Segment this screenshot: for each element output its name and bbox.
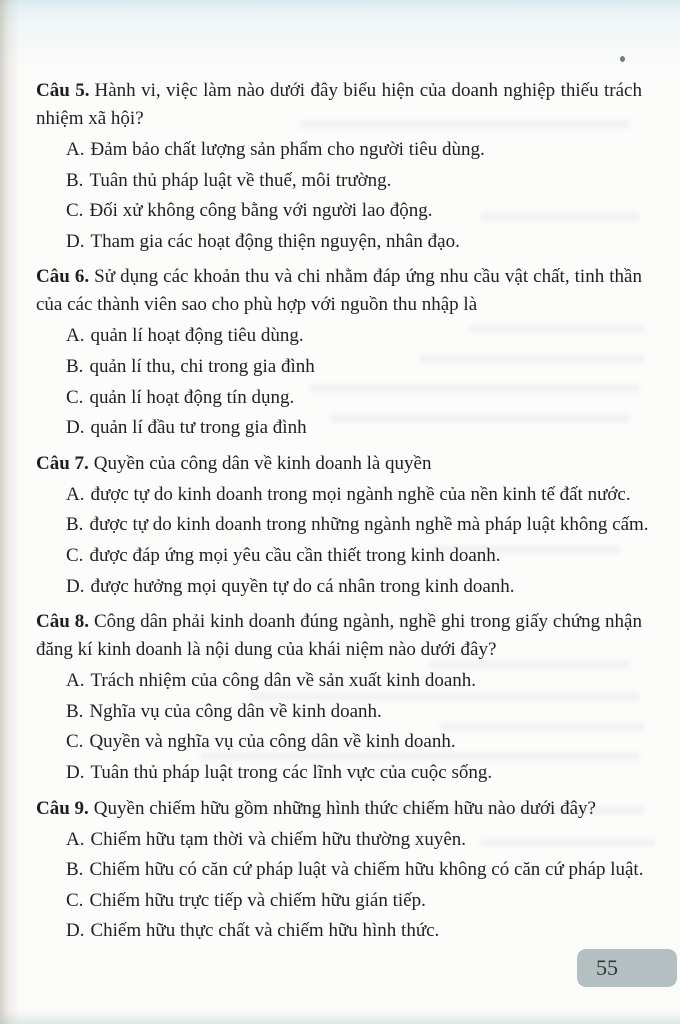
question-list [36, 77, 649, 953]
option-text: Đối xử không công bằng với người lao động. [89, 200, 433, 222]
option-text: được tự do kinh doanh trong những ngành nghề mà pháp luật không cấm. [89, 514, 649, 536]
scan-tint-bottom [0, 1010, 680, 1024]
question-stem [36, 263, 642, 319]
option-label: D. [66, 575, 85, 597]
option-label: B. [66, 514, 84, 536]
option-text: quản lí thu, chi trong gia đình [89, 355, 315, 377]
option-text: Tham gia các hoạt động thiện nguyện, nhân đạo. [90, 230, 460, 252]
option-text: Trách nhiệm của công dân về sản xuất kinh doanh. [90, 670, 477, 692]
option-text: Chiếm hữu trực tiếp và chiếm hữu gián tiếp. [89, 889, 426, 911]
answer-option [36, 414, 642, 443]
option-label: C. [66, 731, 84, 753]
question-block [36, 795, 642, 946]
question-label: Câu 9. [36, 797, 89, 819]
answer-option [36, 481, 642, 510]
option-label: C. [66, 200, 84, 222]
option-label: D. [66, 761, 85, 783]
page-number: 55 [596, 955, 618, 980]
option-label: A. [66, 325, 85, 347]
question-stem [36, 608, 642, 664]
question-text: Công dân phải kinh doanh đúng ngành, nghề ghi trong giấy chứng nhận đăng kí kinh doanh là nội dung của khái niệm nào dưới đây? [36, 611, 642, 661]
option-label: B. [66, 169, 84, 191]
option-label: B. [66, 859, 84, 881]
option-text: Chiếm hữu tạm thời và chiếm hữu thường xuyên. [90, 828, 467, 850]
question-label: Câu 7. [36, 452, 89, 474]
question-label: Câu 8. [36, 611, 89, 633]
answer-option [36, 667, 642, 696]
answer-option [36, 917, 642, 946]
option-label: A. [66, 483, 85, 505]
question-text: Quyền của công dân về kinh doanh là quyền [93, 452, 432, 474]
option-text: Chiếm hữu thực chất và chiếm hữu hình thức. [90, 920, 440, 942]
answer-option [36, 136, 642, 165]
question-label: Câu 6. [36, 266, 90, 288]
option-text: Nghĩa vụ của công dân về kinh doanh. [89, 700, 382, 722]
option-text: được hưởng mọi quyền tự do cá nhân trong kinh doanh. [90, 575, 515, 597]
answer-option [36, 353, 642, 382]
ink-speck [620, 56, 625, 62]
answer-option [36, 826, 642, 855]
question-block [36, 608, 642, 787]
scan-shadow-left-edge [0, 0, 20, 1024]
option-label: B. [66, 355, 84, 377]
option-text: Tuân thủ pháp luật về thuế, môi trường. [89, 169, 392, 191]
answer-option [36, 197, 642, 226]
option-text: Tuân thủ pháp luật trong các lĩnh vực của cuộc sống. [90, 761, 493, 783]
page-number-badge [577, 949, 677, 987]
question-text: Quyền chiếm hữu gồm những hình thức chiếm hữu nào dưới đây? [93, 797, 596, 819]
answer-option [36, 511, 649, 540]
question-text: Sử dụng các khoản thu và chi nhằm đáp ứng nhu cầu vật chất, tinh thần của các thành viên sao cho phù hợp với nguồn thu nhập là [36, 266, 642, 316]
scan-tint-top [0, 0, 680, 72]
option-label: C. [66, 544, 84, 566]
option-text: Đảm bảo chất lượng sản phẩm cho người tiêu dùng. [90, 139, 485, 160]
answer-option [36, 384, 642, 413]
answer-option [36, 573, 642, 602]
question-label: Câu 5. [36, 80, 90, 101]
option-text: được đáp ứng mọi yêu cầu cần thiết trong kinh doanh. [89, 544, 501, 566]
option-text: được tự do kinh doanh trong mọi ngành nghề của nền kinh tế đất nước. [90, 483, 631, 505]
question-block [36, 450, 649, 601]
option-label: A. [66, 828, 85, 850]
question-block [36, 77, 642, 256]
answer-option [36, 856, 642, 885]
answer-option [36, 322, 642, 351]
option-text: quản lí hoạt động tiêu dùng. [90, 325, 304, 347]
answer-option [36, 542, 642, 571]
option-label: D. [66, 417, 85, 439]
answer-option [36, 167, 642, 196]
option-label: C. [66, 386, 84, 408]
options-group [36, 667, 642, 787]
question-stem [36, 77, 642, 133]
answer-option [36, 887, 642, 916]
answer-option [36, 728, 642, 757]
question-text: Hành vi, việc làm nào dưới đây biểu hiện của doanh nghiệp thiếu trách nhiệm xã hội? [36, 80, 642, 129]
option-label: D. [66, 230, 85, 252]
answer-option [36, 759, 642, 788]
question-stem [36, 450, 642, 478]
option-label: D. [66, 920, 85, 942]
option-label: C. [66, 889, 84, 911]
option-text: Chiếm hữu có căn cứ pháp luật và chiếm hữu không có căn cứ pháp luật. [89, 859, 644, 881]
option-text: quản lí đầu tư trong gia đình [90, 417, 307, 439]
options-group [36, 322, 642, 442]
options-group [36, 826, 642, 946]
options-group [36, 136, 642, 256]
option-label: B. [66, 700, 84, 722]
option-text: quản lí hoạt động tín dụng. [89, 386, 295, 408]
question-stem [36, 795, 642, 823]
option-label: A. [66, 139, 85, 160]
answer-option [36, 698, 642, 727]
option-text: Quyền và nghĩa vụ của công dân về kinh doanh. [89, 731, 456, 753]
question-block [36, 263, 642, 442]
option-label: A. [66, 670, 85, 692]
options-group [36, 481, 649, 601]
answer-option [36, 228, 642, 257]
